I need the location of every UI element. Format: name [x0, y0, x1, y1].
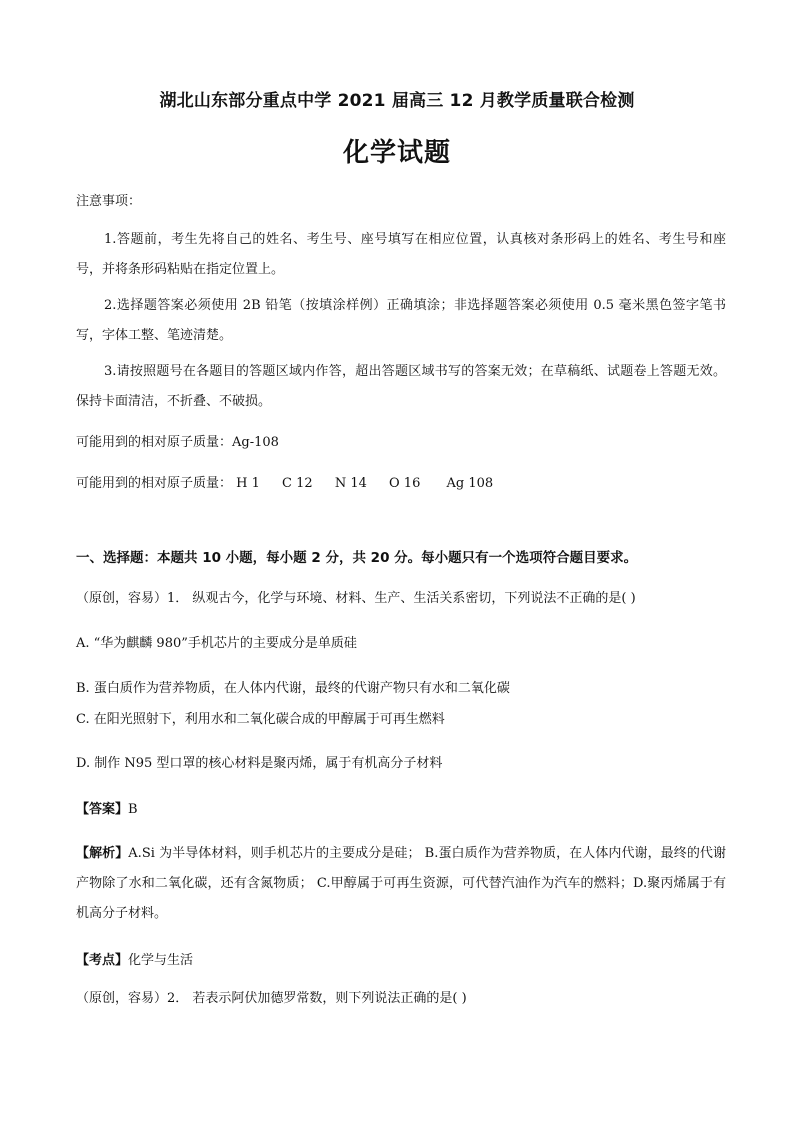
notice-item-3: 3.请按照题号在各题目的答题区域内作答，超出答题区域书写的答案无效；在草稿纸、试题卷上答题无效。保持卡面清洁，不折叠、不破损。	[76, 364, 726, 409]
subject-title: 化学试题	[342, 138, 451, 168]
mass-ag: Ag 108	[446, 476, 494, 491]
mass-h: H 1	[236, 476, 260, 491]
atomic-mass-label: 可能用到的相对原子质量：	[76, 476, 233, 491]
notice-item-1: 1.答题前，考生先将自己的姓名、考生号、座号填写在相应位置，认真核对条形码上的姓名、考生号和座号，并将条形码粘贴在指定位置上。	[76, 232, 726, 277]
atomic-mass-line-1: 可能用到的相对原子质量：Ag-108	[76, 435, 279, 450]
question-1-answer	[76, 801, 138, 819]
point-value: 化学与生活	[128, 953, 194, 968]
answer-label: 【答案】	[76, 802, 129, 817]
analysis-text: A.Si 为半导体材料，则手机芯片的主要成分是硅； B.蛋白质作为营养物质，在人体内代谢，最终的代谢产物除了水和二氧化碳，还有含氮物质； C.甲醇属于可再生资源，可代替汽油作为汽车的燃料；D.聚丙烯属于有机高分子材料。	[76, 846, 726, 921]
mass-o: O 16	[389, 476, 421, 491]
question-2-stem: （原创，容易）2． 若表示阿伏加德罗常数，则下列说法正确的是( )	[76, 991, 467, 1006]
exam-title: 湖北山东部分重点中学 2021 届高三 12 月教学质量联合检测	[159, 91, 635, 111]
mass-c: C 12	[282, 476, 313, 491]
question-1-option-d: D. 制作 N95 型口罩的核心材料是聚丙烯，属于有机高分子材料	[76, 756, 443, 771]
question-1-option-c: C. 在阳光照射下，利用水和二氧化碳合成的甲醇属于可再生燃料	[76, 712, 445, 727]
question-1-stem: （原创，容易）1． 纵观古今，化学与环境、材料、生产、生活关系密切，下列说法不正确的是( )	[76, 591, 636, 606]
question-1-analysis	[76, 839, 726, 929]
point-label: 【考点】	[76, 953, 129, 968]
analysis-label: 【解析】	[76, 846, 129, 861]
section-1-heading: 一、选择题：本题共 10 小题，每小题 2 分，共 20 分。每小题只有一个选项符合题目要求。	[76, 550, 638, 566]
question-1-option-b: B. 蛋白质作为营养物质，在人体内代谢，最终的代谢产物只有水和二氧化碳	[76, 681, 510, 696]
atomic-mass-line-2	[76, 475, 493, 493]
question-1-option-a: A. “华为麒麟 980”手机芯片的主要成分是单质硅	[76, 636, 357, 651]
notice-item-2: 2.选择题答案必须使用 2B 铅笔（按填涂样例）正确填涂；非选择题答案必须使用 0.5 毫米黑色签字笔书写，字体工整、笔迹清楚。	[76, 298, 726, 343]
mass-n: N 14	[334, 476, 367, 491]
notice-heading: 注意事项：	[76, 194, 142, 209]
question-1-point	[76, 952, 193, 970]
answer-value: B	[128, 802, 138, 817]
